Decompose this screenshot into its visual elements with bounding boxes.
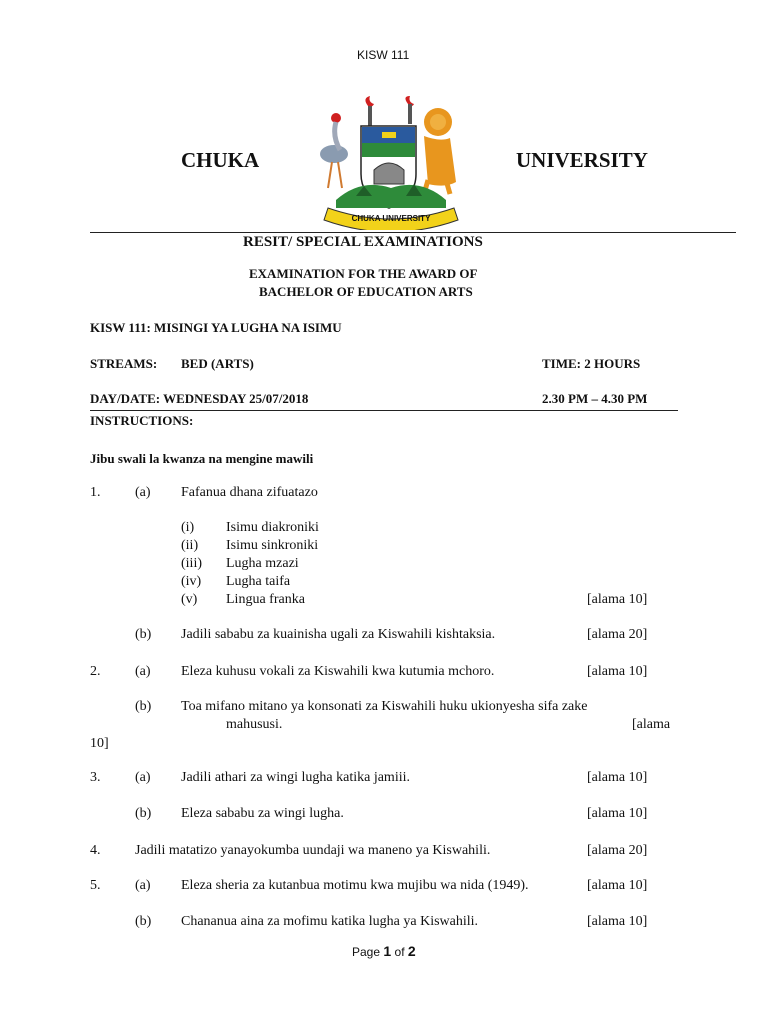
q3a-text: Jadili athari za wingi lugha katika jamiii. — [181, 770, 410, 785]
of-word: of — [394, 945, 405, 959]
q1-sub-label: (iv) — [181, 574, 202, 589]
exam-date: DAY/DATE: WEDNESDAY 25/07/2018 — [90, 391, 309, 406]
q1b-label: (b) — [135, 627, 152, 642]
q3b-text: Eleza sababu za wingi lugha. — [181, 806, 344, 821]
course-title: KISW 111: MISINGI YA LUGHA NA ISIMU — [90, 320, 342, 335]
q1a-label: (a) — [135, 485, 151, 500]
q2b-marks-part-1: [alama — [632, 717, 671, 732]
q3a-marks: [alama 10] — [587, 770, 648, 785]
q3b-marks: [alama 10] — [587, 806, 648, 821]
q4-marks: [alama 20] — [587, 843, 648, 858]
q1a-text: Fafanua dhana zifuatazo — [181, 485, 318, 500]
q5a-marks: [alama 10] — [587, 878, 648, 893]
q1-number: 1. — [90, 485, 101, 500]
q2b-label: (b) — [135, 699, 152, 714]
q4-number: 4. — [90, 843, 101, 858]
q1-sub-text: Isimu sinkroniki — [226, 538, 319, 553]
details-rule — [90, 410, 678, 411]
q3-number: 3. — [90, 770, 101, 785]
award-line-1: EXAMINATION FOR THE AWARD OF — [249, 266, 478, 281]
q3a-label: (a) — [135, 770, 151, 785]
instruction-text: Jibu swali la kwanza na mengine mawili — [90, 451, 314, 466]
q1-sub-label: (ii) — [181, 538, 199, 553]
q4-text: Jadili matatizo yanayokumba uundaji wa maneno ya Kiswahili. — [135, 843, 491, 858]
q2b-text-line-2: mahususi. — [226, 717, 283, 732]
q2-number: 2. — [90, 664, 101, 679]
university-name-right: UNIVERSITY — [516, 148, 648, 172]
q1-sub-label: (i) — [181, 520, 195, 535]
q2a-marks: [alama 10] — [587, 664, 648, 679]
page-word: Page — [352, 945, 381, 959]
q5b-label: (b) — [135, 914, 152, 929]
q2a-label: (a) — [135, 664, 151, 679]
q1b-marks: [alama 20] — [587, 627, 648, 642]
q1a-marks: [alama 10] — [587, 592, 648, 607]
header-rule — [90, 232, 736, 233]
exam-time: TIME: 2 HOURS — [542, 356, 641, 371]
page-total: 2 — [407, 943, 416, 959]
streams-value: BED (ARTS) — [181, 356, 254, 371]
q1b-text: Jadili sababu za kuainisha ugali za Kiswahili kishtaksia. — [181, 627, 496, 642]
university-crest-icon — [316, 96, 466, 230]
q1-sub-text: Lugha taifa — [226, 574, 291, 589]
page-footer — [352, 943, 416, 959]
seal-text: CHUKA UNIVERSITY — [351, 214, 431, 223]
header-code: KISW 111 — [357, 48, 410, 62]
q1-sub-text: Isimu diakroniki — [226, 520, 319, 535]
exam-type: RESIT/ SPECIAL EXAMINATIONS — [243, 234, 483, 250]
q1-sub-label: (iii) — [181, 556, 202, 571]
q5b-text: Chananua aina za mofimu katika lugha ya Kiswahili. — [181, 914, 479, 929]
award-line-2: BACHELOR OF EDUCATION ARTS — [259, 284, 473, 299]
q1-sub-text: Lingua franka — [226, 592, 305, 607]
q5a-label: (a) — [135, 878, 151, 893]
q5b-marks: [alama 10] — [587, 914, 648, 929]
q2b-marks-part-2: 10] — [90, 736, 109, 751]
q1-sub-text: Lugha mzazi — [226, 556, 299, 571]
q5a-text: Eleza sheria za kutanbua motimu kwa mujibu wa nida (1949). — [181, 878, 529, 893]
instructions-label: INSTRUCTIONS: — [90, 413, 194, 428]
q1-sub-label: (v) — [181, 592, 198, 607]
page-number: 1 — [383, 943, 392, 959]
q3b-label: (b) — [135, 806, 152, 821]
q2a-text: Eleza kuhusu vokali za Kiswahili kwa kutumia mchoro. — [181, 664, 495, 679]
streams-label: STREAMS: — [90, 356, 158, 371]
q2b-text-line-1: Toa mifano mitano ya konsonati za Kiswahili huku ukionyesha sifa zake — [181, 699, 588, 714]
exam-hours: 2.30 PM – 4.30 PM — [542, 391, 648, 406]
university-name-left: CHUKA — [181, 148, 260, 172]
q5-number: 5. — [90, 878, 101, 893]
